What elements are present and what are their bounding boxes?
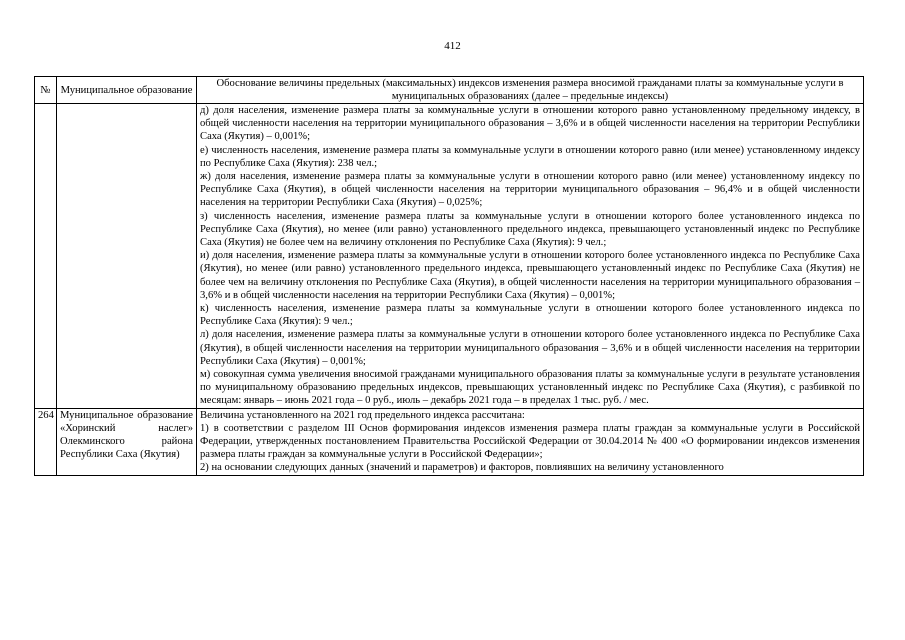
- table-row: [35, 408, 864, 475]
- header-num: №: [35, 77, 57, 104]
- paragraph: 1) в соответствии с разделом III Основ формирования индексов изменения размера платы граждан за коммунальные услуги в Российской Федерации, утвержденных постановлением Правительства Российской Федерации от 30.04.2014 № 400 «О формировании индексов изменения размера платы граждан за коммунальные услуги в Российской Федерации»;: [200, 422, 860, 461]
- row-justification: [197, 104, 864, 409]
- paragraph: м) совокупная сумма увеличения вносимой гражданами муниципального образования платы за коммунальные услуги в результате установления по муниципальному образованию предельных индексов, превышающих установленный индекс по Республике Саха (Якутия), с разбивкой по месяцам: январь – июнь 2021 года – 0 руб., июль – декабрь 2021 года – в пределах 1 тыс. руб. / мес.: [200, 369, 860, 407]
- paragraph: и) доля населения, изменение размера платы за коммунальные услуги в отношении которого более установленного индекса по Республике Саха (Якутия), но менее (или равно) установленного предельного индекса, превышающего установленный индекс по Республике Саха (Якутия) не более чем на величину отклонения по Республике Саха (Якутия), в общей численности населения на территории муниципального образования – 3,6% и в общей численности населения на территории Республики Саха (Якутия) – 0,001%;: [200, 250, 860, 301]
- header-justification: Обоснование величины предельных (максимальных) индексов изменения размера вносимой гражданами платы за коммунальные услуги в муниципальных образованиях (далее – предельные индексы): [197, 77, 864, 104]
- table-header-row: [35, 77, 864, 104]
- paragraph: Величина установленного на 2021 год предельного индекса рассчитана:: [200, 409, 525, 421]
- table-row: [35, 104, 864, 409]
- row-justification: [197, 408, 864, 475]
- paragraph: е) численность населения, изменение размера платы за коммунальные услуги в отношении которого равно (или менее) установленному индексу по Республике Саха (Якутия): 238 чел.;: [200, 144, 860, 169]
- paragraph: з) численность населения, изменение размера платы за коммунальные услуги в отношении которого более установленного индекса по Республике Саха (Якутия), но менее (или равно) установленного предельного индекса, превышающего установленный индекс по Республике Саха (Якутия) не более чем на величину отклонения по Республике Саха (Якутия): 9 чел.;: [200, 210, 860, 249]
- row-num: [35, 104, 57, 409]
- paragraph: д) доля населения, изменение размера платы за коммунальные услуги в отношении которого равно установленному предельному индексу, в общей численности населения на территории муниципального образования – 3,6% и в общей численности населения на территории Республики Саха (Якутия) – 0,001%;: [200, 105, 860, 143]
- header-municipality: Муниципальное образование: [57, 77, 197, 104]
- paragraph: к) численность населения, изменение размера платы за коммунальные услуги в отношении которого более установленного индекса по Республике Саха (Якутия): 9 чел.;: [200, 303, 860, 328]
- row-municipality: Муниципальное образование «Хоринский наслег» Олекминского района Республики Саха (Якутия): [57, 408, 197, 475]
- page-number: 412: [444, 40, 461, 52]
- row-municipality: [57, 104, 197, 409]
- indices-table: [34, 76, 864, 476]
- paragraph: 2) на основании следующих данных (значений и параметров) и факторов, повлиявших на величину установленного: [200, 462, 724, 474]
- paragraph: ж) доля населения, изменение размера платы за коммунальные услуги в отношении которого равно (или менее) установленному индексу по Республике Саха (Якутия), в общей численности населения на территории муниципального образования – 96,4% и в общей численности населения на территории Республики Саха (Якутия) – 0,025%;: [200, 171, 860, 209]
- paragraph: л) доля населения, изменение размера платы за коммунальные услуги в отношении которого более установленного индекса по Республике Саха (Якутия), в общей численности населения на территории муниципального образования – 3,6% и в общей численности населения на территории Республики Саха (Якутия) – 0,001%;: [200, 329, 860, 367]
- row-num: 264: [35, 408, 57, 475]
